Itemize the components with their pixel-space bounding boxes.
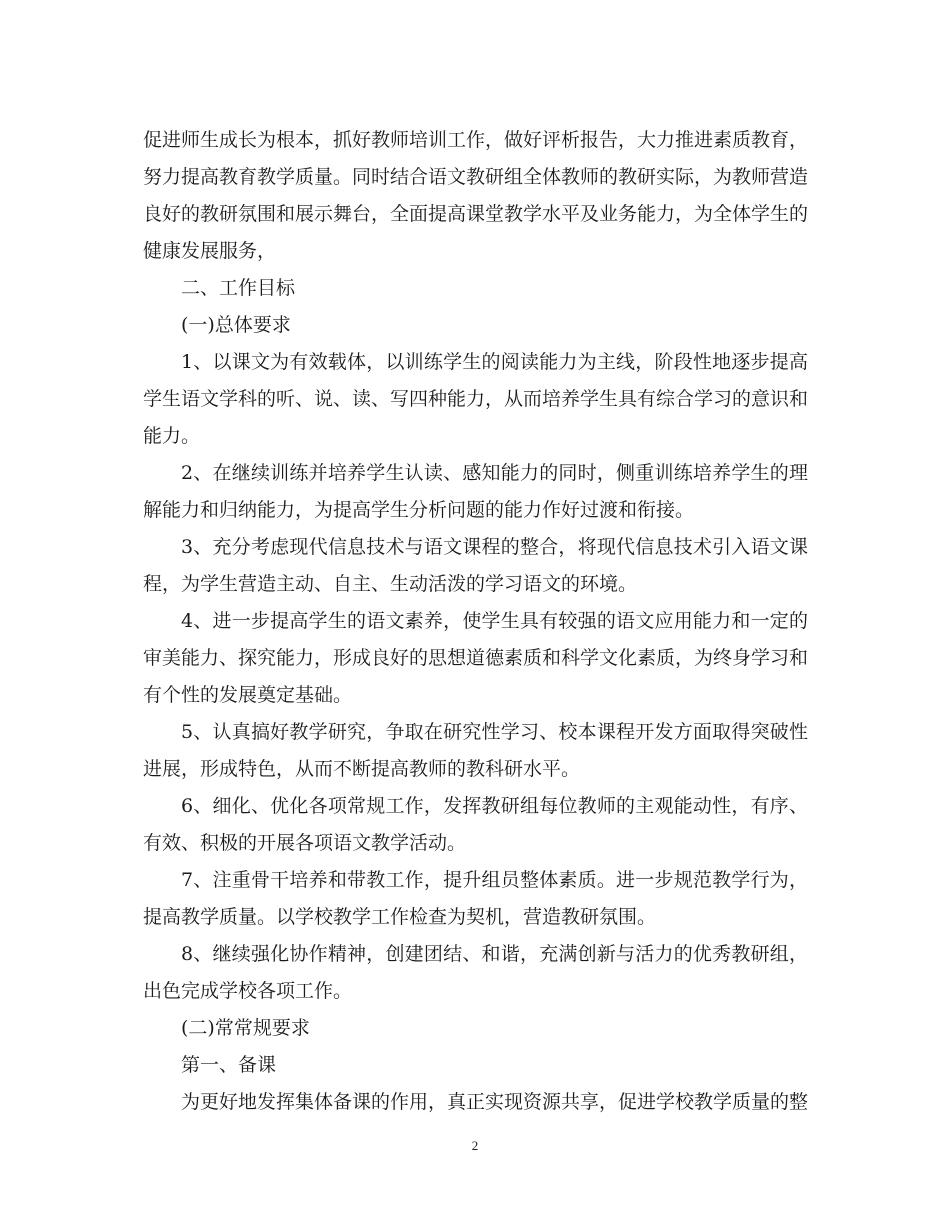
goal-item-5: 5、认真搞好教学研究，争取在研究性学习、校本课程开发方面取得突破性进展，形成特色，从而不断提高教师的教科研水平。: [143, 721, 808, 780]
goal-item-6: 6、细化、优化各项常规工作，发挥教研组每位教师的主观能动性，有序、有效、积极的开展各项语文教学活动。: [143, 795, 808, 854]
goal-item-7: 7、注重骨干培养和带教工作，提升组员整体素质。进一步规范教学行为，提高教学质量。以学校教学工作检查为契机，营造教研氛围。: [143, 869, 808, 928]
goal-item-1: 1、以课文为有效载体，以训练学生的阅读能力为主线，阶段性地逐步提高学生语文学科的听、说、读、写四种能力，从而培养学生具有综合学习的意识和能力。: [143, 351, 809, 447]
paragraph-intro-continued: 促进师生成长为根本，抓好教师培训工作，做好评析报告，大力推进素质教育，努力提高教育教学质量。同时结合语文教研组全体教师的教研实际，为教师营造良好的教研氛围和展示舞台，全面提高课堂教学水平及业务能力，为全体学生的健康发展服务，: [143, 129, 809, 262]
section-heading-work-goals: 二、工作目标: [181, 277, 296, 299]
goal-item-8: 8、继续强化协作精神，创建团结、和谐，充满创新与活力的优秀教研组，出色完成学校各项工作。: [143, 943, 808, 1002]
subsection-heading-routine-requirements: (二)常常规要求: [181, 1017, 310, 1039]
paragraph-lesson-prep: 为更好地发挥集体备课的作用，真正实现资源共享，促进学校教学质量的整: [181, 1091, 809, 1113]
goal-item-3: 3、充分考虑现代信息技术与语文课程的整合，将现代信息技术引入语文课程，为学生营造主动、自主、生动活泼的学习语文的环境。: [143, 536, 808, 595]
goal-item-2: 2、在继续训练并培养学生认读、感知能力的同时，侧重训练培养学生的理解能力和归纳能力，为提高学生分析问题的能力作好过渡和衔接。: [143, 462, 808, 521]
subsection-heading-overall-requirements: (一)总体要求: [181, 314, 291, 336]
document-body: [143, 122, 808, 1121]
page-number: 2: [471, 1138, 479, 1153]
goal-item-4: 4、进一步提高学生的语文素养，使学生具有较强的语文应用能力和一定的审美能力、探究能力，形成良好的思想道德素质和科学文化素质，为终身学习和有个性的发展奠定基础。: [143, 610, 809, 706]
routine-heading-lesson-prep: 第一、备课: [181, 1054, 277, 1076]
